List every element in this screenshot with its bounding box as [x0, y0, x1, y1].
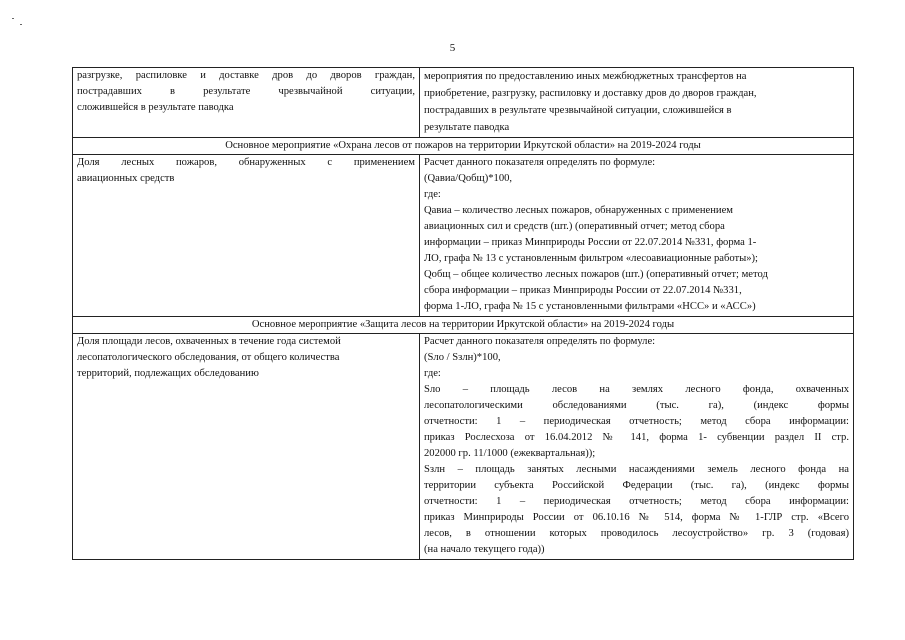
- text-line: информации – приказ Минприроды России от 22.07.2014 №331, форма 1-: [424, 237, 757, 248]
- text-line: приобретение, разгрузку, распиловку и доставку дров до дворов граждан,: [424, 88, 757, 99]
- calculation-cell: [420, 68, 854, 138]
- text-line: пострадавших в результате чрезвычайной ситуации,: [77, 86, 415, 97]
- text-line: результате паводка: [424, 122, 510, 133]
- page-number: 5: [449, 42, 456, 54]
- text-line: отчетности: 1 – периодическая отчетность; метод сбора информации:: [424, 416, 849, 427]
- indicator-name-cell: [73, 68, 420, 138]
- text-line: Доля площади лесов, охваченных в течение года системой: [77, 336, 341, 347]
- text-line: Расчет данного показателя определять по формуле:: [424, 157, 656, 168]
- text-line: форма 1-ЛО, графа № 15 с установленными фильтрами «НСС» и «АСС»): [424, 301, 756, 312]
- text-line: ЛО, графа № 13 с установленным фильтром «лесоавиационные работы»);: [424, 253, 759, 264]
- indicator-name-cell: [73, 334, 420, 560]
- text-line: где:: [424, 368, 441, 379]
- text-line: лесопатологическими обследованиями (тыс. га), (индекс формы: [424, 400, 849, 411]
- section-row: [73, 138, 854, 155]
- calculation-cell: [420, 155, 854, 317]
- text-line: 202000 гр. 11/1000 (ежеквартальная));: [424, 448, 596, 459]
- scan-speck: [12, 18, 14, 19]
- text-line: (Sло / Sзлн)*100,: [424, 352, 501, 363]
- section-heading: Основное мероприятие «Защита лесов на территории Иркутской области» на 2019-2024 годы: [73, 317, 854, 334]
- text-line: отчетности: 1 – периодическая отчетность; метод сбора информации:: [424, 496, 849, 507]
- text-line: приказ Минприроды России от 06.10.16 № 514, форма № 1-ГЛР стр. «Всего: [424, 512, 849, 523]
- section-heading: Основное мероприятие «Охрана лесов от пожаров на территории Иркутской области» на 2019-2024 годы: [73, 138, 854, 155]
- text-line: сбора информации – приказ Минприроды России от 22.07.2014 №331,: [424, 285, 742, 296]
- text-line: мероприятия по предоставлению иных межбюджетных трансфертов на: [424, 71, 747, 82]
- section-row: [73, 317, 854, 334]
- table-row: [73, 334, 854, 560]
- text-line: (Qавиа/Qобщ)*100,: [424, 173, 513, 184]
- text-line: пострадавших в результате чрезвычайной ситуации, сложившейся в: [424, 105, 732, 116]
- text-line: авиационных сил и средств (шт.) (оперативный отчет; метод сбора: [424, 221, 725, 232]
- text-line: приказ Рослесхоза от 16.04.2012 № 141, форма 1- субвенции раздел II стр.: [424, 432, 849, 443]
- text-line: лесов, в отношении которых проводилось лесоустройство» гр. 3 (годовая): [424, 528, 849, 539]
- text-line: Qобщ – общее количество лесных пожаров (шт.) (оперативный отчет; метод: [424, 269, 768, 280]
- indicator-name-cell: [73, 155, 420, 317]
- text-line: (на начало текущего года)): [424, 544, 545, 555]
- text-line: Sло – площадь лесов на землях лесного фонда, охваченных: [424, 384, 849, 395]
- scan-speck: [20, 24, 22, 25]
- text-line: территории субъекта Российской Федерации (тыс. га), (индекс формы: [424, 480, 849, 491]
- indicator-table: [72, 67, 854, 560]
- text-line: Доля лесных пожаров, обнаруженных с применением: [77, 157, 415, 168]
- text-line: Расчет данного показателя определять по формуле:: [424, 336, 656, 347]
- table-row: [73, 68, 854, 138]
- text-line: сложившейся в результате паводка: [77, 102, 234, 113]
- text-line: Qавиа – количество лесных пожаров, обнаруженных с применением: [424, 205, 734, 216]
- calculation-cell: [420, 334, 854, 560]
- text-line: лесопатологического обследования, от общего количества: [77, 352, 340, 363]
- text-line: разгрузке, распиловке и доставке дров до дворов граждан,: [77, 70, 415, 81]
- text-line: где:: [424, 189, 441, 200]
- text-line: авиационных средств: [77, 173, 175, 184]
- text-line: Sзлн – площадь занятых лесными насаждениями земель лесного фонда на: [424, 464, 849, 475]
- text-line: территорий, подлежащих обследованию: [77, 368, 259, 379]
- table-row: [73, 155, 854, 317]
